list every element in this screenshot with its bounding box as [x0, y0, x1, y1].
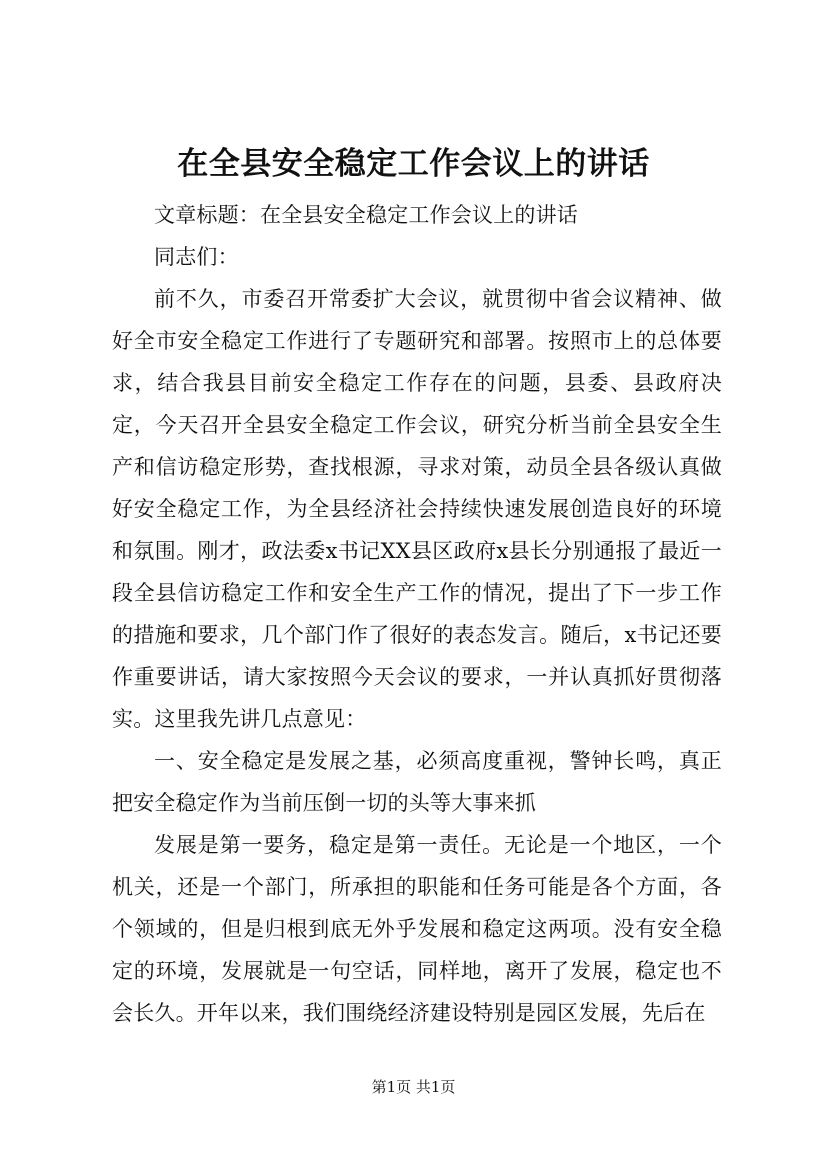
salutation: 同志们： — [154, 245, 239, 269]
body-paragraph: 前不久，市委召开常委扩大会议，就贯彻中省会议精神、做好全市安全稳定工作进行了专题研究和部署。按照市上的总体要求，结合我县目前安全稳定工作存在的问题，县委、县政府决定，今天召开全县安全稳定工作会议，研究分析当前全县安全生产和信访稳定形势，查找根源，寻求对策，动员全县各级认真做好安全稳定工作，为全县经济社会持续快速发展创造良好的环境和氛围。刚才，政法委x书记XX县区政府x县长分别通报了最近一段全县信访稳定工作和安全生产工作的情况，提出了下一步工作的措施和要求，几个部门作了很好的表态发言。随后，x书记还要作重要讲话，请大家按照今天会议的要求，一并认真抓好贯彻落实。这里我先讲几点意见： — [112, 287, 722, 731]
page-number-footer: 第1页 共1页 — [371, 1078, 456, 1096]
document-title: 在全县安全稳定工作会议上的讲话 — [177, 146, 650, 182]
section-heading: 一、安全稳定是发展之基，必须高度重视，警钟长鸣，真正把安全稳定作为当前压倒一切的头等大事来抓 — [112, 749, 722, 815]
body-paragraph: 发展是第一要务，稳定是第一责任。无论是一个地区，一个机关，还是一个部门，所承担的职能和任务可能是各个方面，各个领域的，但是归根到底无外乎发展和稳定这两项。没有安全稳定的环境，发展就是一句空话，同样地，离开了发展，稳定也不会长久。开年以来，我们围绕经济建设特别是园区发展，先后在 — [112, 833, 722, 1025]
document-body — [112, 194, 722, 1034]
article-title-line: 文章标题：在全县安全稳定工作会议上的讲话 — [154, 203, 578, 227]
